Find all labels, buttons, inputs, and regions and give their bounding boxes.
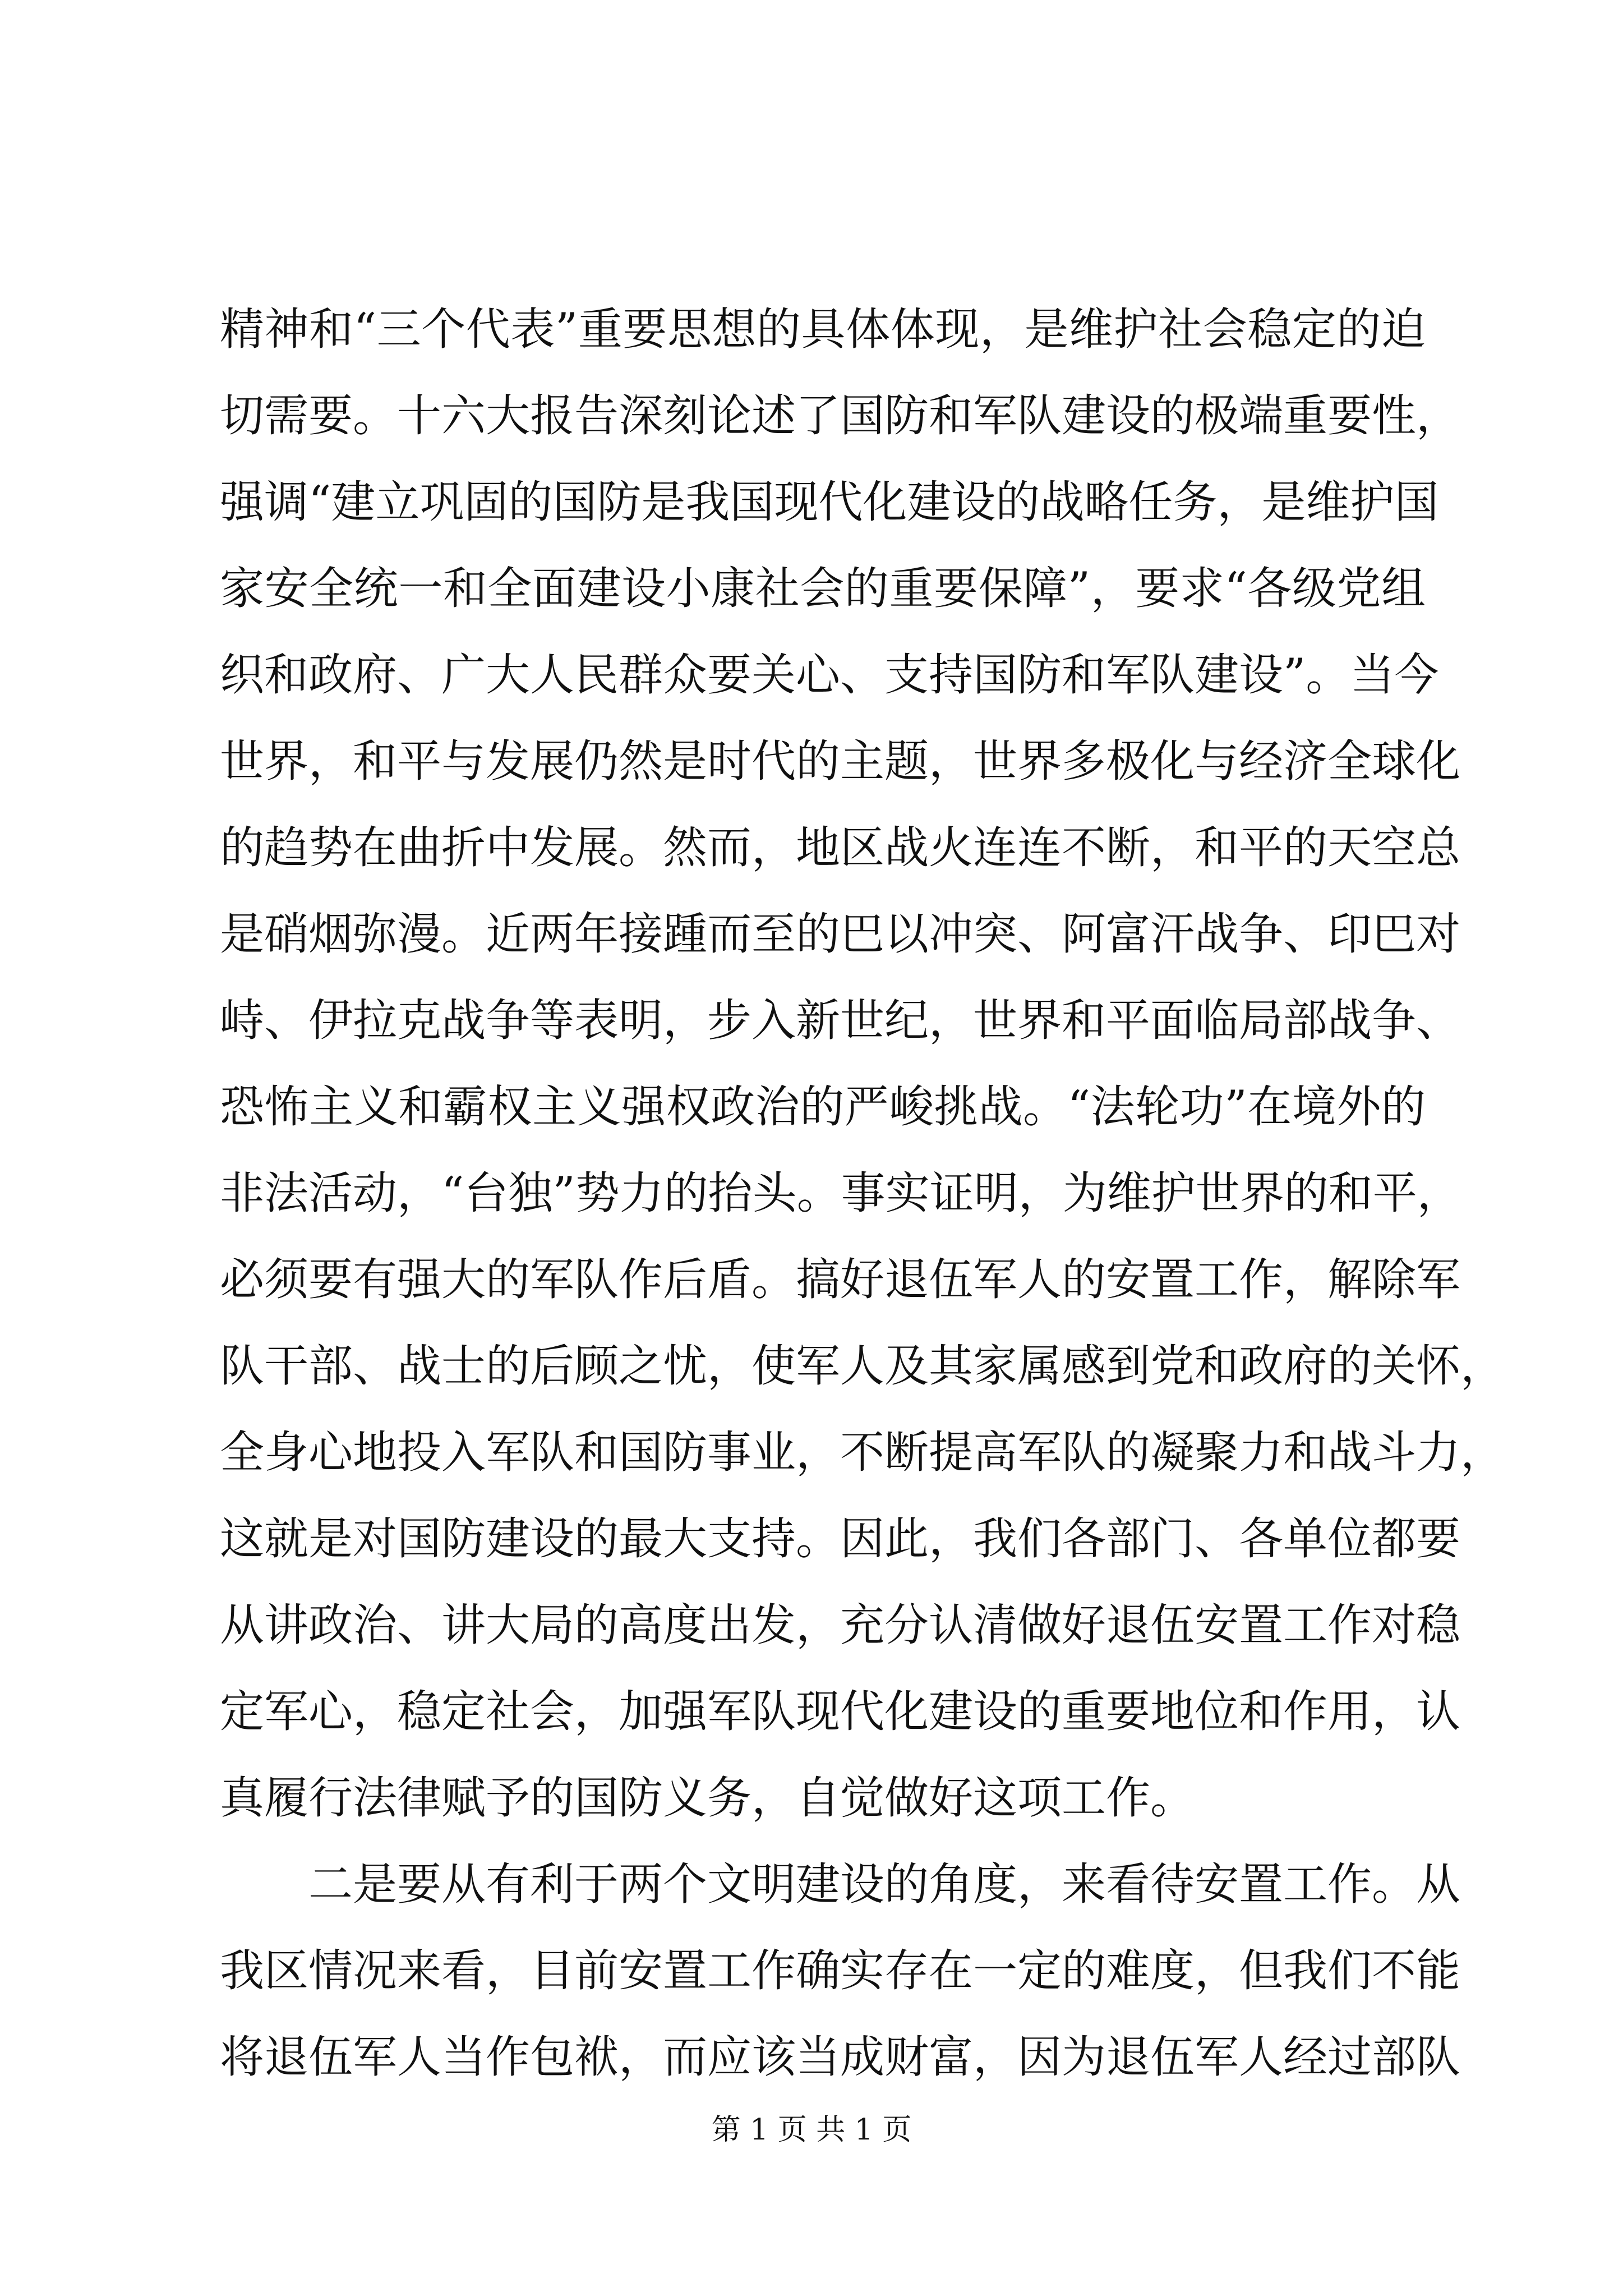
text-line: 是硝烟弥漫。近两年接踵而至的巴以冲突、阿富汗战争、印巴对 [220,908,1460,960]
text-line: 恐怖主义和霸权主义强权政治的严峻挑战。“法轮功”在境外的 [220,1081,1426,1133]
text-line: 真履行法律赋予的国防义务，自觉做好这项工作。 [220,1772,1195,1824]
text-line: 这就是对国防建设的最大支持。因此，我们各部门、各单位都要 [220,1513,1460,1565]
text-line: 峙、伊拉克战争等表明，步入新世纪，世界和平面临局部战争、 [220,995,1460,1046]
text-line: 家安全统一和全面建设小康社会的重要保障”，要求“各级党组 [220,563,1426,614]
text-line: 全身心地投入军队和国防事业，不断提高军队的凝聚力和战斗力， [220,1427,1505,1478]
text-line: 非法活动，“台独”势力的抬头。事实证明，为维护世界的和平， [220,1167,1461,1219]
text-line: 织和政府、广大人民群众要关心、支持国防和军队建设”。当今 [220,649,1439,701]
text-line: 从讲政治、讲大局的高度出发，充分认清做好退伍安置工作对稳 [220,1599,1460,1651]
text-line: 精神和“三个代表”重要思想的具体体现，是维护社会稳定的迫 [220,303,1426,355]
text-line: 切需要。十六大报告深刻论述了国防和军队建设的极端重要性， [220,390,1460,441]
text-line: 定军心，稳定社会，加强军队现代化建设的重要地位和作用，认 [220,1686,1460,1737]
text-line: 的趋势在曲折中发展。然而，地区战火连连不断，和平的天空总 [220,822,1460,873]
text-line: 将退伍军人当作包袱，而应该当成财富，因为退伍军人经过部队 [220,2031,1460,2083]
paragraph-start-line: 二是要从有利于两个文明建设的角度，来看待安置工作。从 [308,1858,1460,1910]
text-line: 强调“建立巩固的国防是我国现代化建设的战略任务，是维护国 [220,476,1439,528]
body-text [220,286,1505,2100]
page-footer: 第 1 页 共 1 页 [711,2113,912,2147]
text-line: 队干部、战士的后顾之忧，使军人及其家属感到党和政府的关怀， [220,1340,1505,1392]
text-line: 必须要有强大的军队作后盾。搞好退伍军人的安置工作，解除军 [220,1254,1460,1305]
text-line: 世界，和平与发展仍然是时代的主题，世界多极化与经济全球化 [220,735,1460,787]
text-line: 我区情况来看，目前安置工作确实存在一定的难度，但我们不能 [220,1945,1460,1996]
